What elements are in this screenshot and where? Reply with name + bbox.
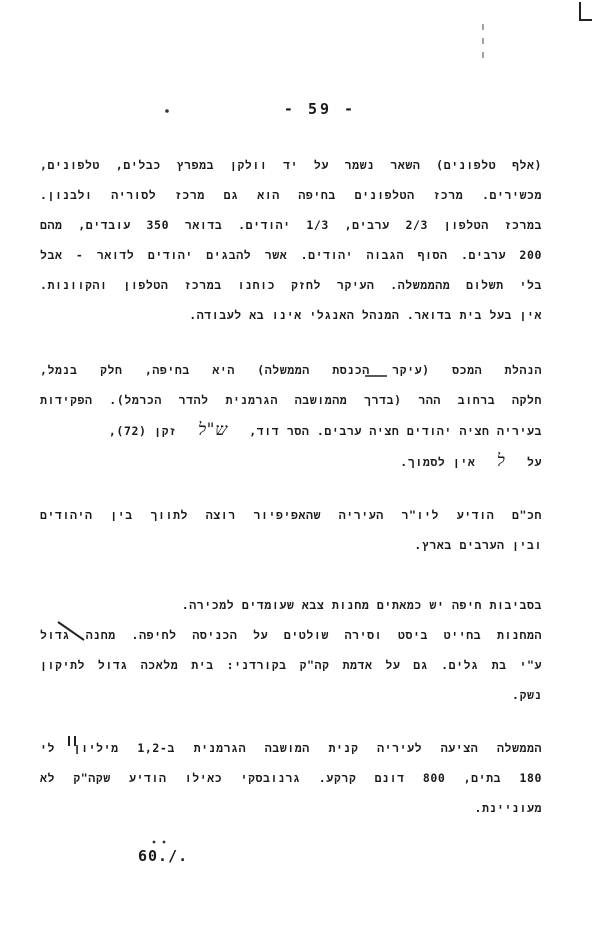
text-segment: בעיריה חציה יהודים חציה ערבים. הסר דוד,: [249, 424, 542, 438]
stray-dot: [163, 107, 171, 115]
text-line: 180 בתים, 800 דונם קרקע. גרנובסקי כאילו הודיע שקה"ק לא: [40, 771, 543, 785]
text-line: נשק.: [511, 688, 542, 702]
text-line: ובין הערבים בארץ.: [414, 538, 542, 552]
handwritten-insertion: ל: [496, 451, 506, 471]
corner-bracket-mark: [576, 0, 598, 24]
text-segment: אין לסמוך.: [400, 455, 476, 469]
text-line: (אלף טלפונים) השאר נשמר על יד וולקן במפרץ כבלים, טלפונים,: [40, 158, 542, 172]
paragraph-4: [40, 590, 542, 710]
paragraph-1: [40, 150, 542, 330]
text-line: בסביבות חיפה יש כמאתים מחנות צבא שעומדים למכירה.: [181, 598, 542, 612]
text-line: 200 ערבים. הסוף הגבוה יהודים. אשר להבגים יהודים לדואר - אבל: [40, 248, 542, 262]
paragraph-3: [40, 500, 542, 560]
underline-mark: [363, 373, 389, 379]
page-number: - 59 -: [283, 100, 357, 118]
text-line-with-handwriting: [40, 446, 542, 477]
text-segment: זקן (72),: [108, 424, 177, 438]
text-line: הממשלה הציעה לעיריה קנית המושבה הגרמנית ב-1,2 מיליון לי: [40, 741, 542, 755]
text-line: הנהלת המכס (עיקר הכנסת הממשלה) היא בחיפה, חלק בנמל,: [40, 363, 542, 377]
text-line-with-handwriting: [40, 415, 542, 446]
text-line: מעוניינת.: [474, 801, 542, 815]
handwritten-insertion: ש"ל: [198, 420, 228, 440]
continuation-marker: 60./.: [138, 847, 189, 865]
text-line: חכ"ם הודיע ליו"ר העיריה שהאפיפיור רוצה לתווך בין היהודים: [40, 508, 542, 522]
text-line: אין בעל בית בדואר. המנהל האנגלי אינו בא לעבודה.: [189, 308, 542, 322]
text-line: מכשירים. מרכז הטלפונים בחיפה הוא גם מרכז לסוריה ולבנון.: [40, 188, 542, 202]
margin-pen-stroke: [66, 734, 84, 748]
margin-pen-stroke: [56, 618, 88, 644]
text-line: ע"י בת גלים. גם על אדמת קה"ק בקורדני: בית מלאכה גדול לתיקון: [40, 658, 542, 672]
text-line: חלקה ברחוב ההר (בדרך מהמושבה הגרמנית להדר הכרמל). הפקידות: [40, 393, 542, 407]
text-line: המחנות בחייט ביסט וסירה שולטים על הכניסה לחיפה. מחנה גדול: [40, 628, 542, 642]
text-line: בלי תשלום מהממשלה. העיקר לחזק כוחנו במרכז הטלפון והקוונות.: [40, 278, 542, 292]
paragraph-5: [40, 733, 542, 823]
text-line: במרכז הטלפון 2/3 ערבים, 1/3 יהודים. בדואר 350 עובדים, מהם: [40, 218, 543, 232]
stray-dot: [150, 838, 170, 848]
margin-pen-stroke: [476, 22, 490, 62]
paragraph-2: [40, 355, 542, 477]
text-segment: על: [526, 455, 542, 469]
